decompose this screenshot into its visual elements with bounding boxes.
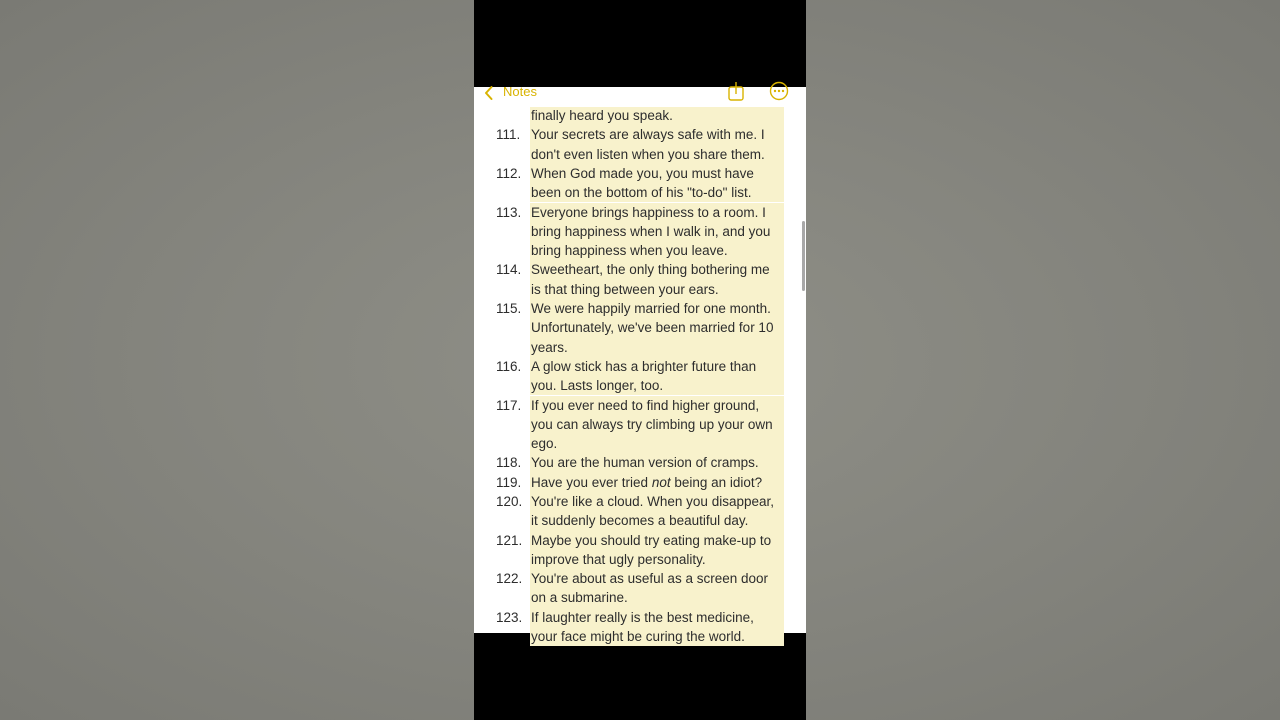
item-number: 112. — [496, 165, 522, 181]
emphasis-text: not — [651, 474, 671, 490]
note-content[interactable] — [496, 87, 784, 645]
item-text: Your secrets are always safe with me. I don't even listen when you share them. — [530, 125, 784, 164]
item-text: Have you ever tried not being an idiot? — [530, 473, 784, 492]
item-number: 121. — [496, 532, 523, 548]
item-text: Everyone brings happiness to a room. I bring happiness when I walk in, and you bring happiness when you leave. — [530, 203, 784, 261]
item-number: 113. — [496, 204, 522, 220]
item-text: If laughter really is the best medicine, your face might be curing the world. — [530, 608, 784, 647]
navigation-bar — [474, 84, 806, 107]
item-number: 114. — [496, 262, 522, 278]
item-number: 120. — [496, 494, 523, 509]
item-number: 116. — [496, 358, 522, 374]
item-number: 119. — [496, 474, 522, 490]
item-text: If you ever need to find higher ground, you can always try climbing up your own ego. — [530, 396, 784, 454]
back-label: Notes — [503, 84, 537, 99]
share-button[interactable] — [726, 81, 746, 101]
item-text: finally heard you speak. — [530, 106, 784, 125]
item-number: 117. — [496, 397, 522, 413]
scrollbar[interactable] — [802, 221, 805, 291]
chevron-left-icon — [484, 86, 494, 100]
item-number: 115. — [496, 301, 522, 316]
item-number: 122. — [496, 571, 523, 587]
item-text: Sweetheart, the only thing bothering me is that thing between your ears. — [530, 260, 784, 299]
item-number: 118. — [496, 455, 522, 471]
item-text: A glow stick has a brighter future than you. Lasts longer, too. — [530, 357, 784, 396]
item-text: You are the human version of cramps. — [530, 453, 784, 472]
item-number: 123. — [496, 609, 523, 625]
item-text: You're about as useful as a screen door on a submarine. — [530, 569, 784, 608]
item-number: 111. — [496, 127, 521, 143]
notes-screen — [474, 84, 806, 645]
item-text: We were happily married for one month. Unfortunately, we've been married for 10 years. — [530, 299, 784, 357]
phone-frame — [474, 0, 806, 720]
more-button[interactable] — [769, 81, 789, 101]
item-text: Maybe you should try eating make-up to improve that ugly personality. — [530, 531, 784, 570]
more-icon — [769, 81, 789, 101]
item-text: When God made you, you must have been on the bottom of his "to-do" list. — [530, 164, 784, 203]
share-icon — [726, 81, 746, 101]
item-text: You're like a cloud. When you disappear, it suddenly becomes a beautiful day. — [530, 492, 784, 531]
